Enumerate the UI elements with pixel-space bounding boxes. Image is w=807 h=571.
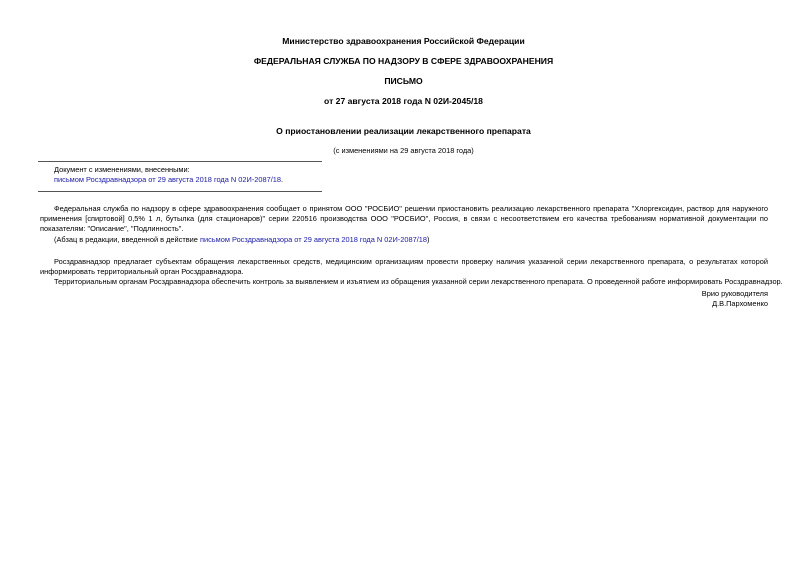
changes-box-bottom-rule xyxy=(38,191,322,192)
changes-box-line xyxy=(54,175,283,185)
signature-position: Врио руководителя xyxy=(701,289,768,298)
ministry-heading: Министерство здравоохранения Российской Федерации xyxy=(282,36,525,46)
amendment-note-prefix: (Абзац в редакции, введенной в действие xyxy=(54,235,200,244)
changes-box-link-suffix: . xyxy=(281,175,284,184)
amending-letter-link[interactable]: письмом Росздравнадзора от 29 августа 2018 года N 02И-2087/18 xyxy=(54,175,282,184)
document-date-number: от 27 августа 2018 года N 02И-2045/18 xyxy=(324,96,483,106)
service-heading: ФЕДЕРАЛЬНАЯ СЛУЖБА ПО НАДЗОРУ В СФЕРЕ ЗДРАВООХРАНЕНИЯ xyxy=(253,56,554,66)
body-paragraph-2: Росздравнадзор предлагает субъектам обращения лекарственных средств, медицинским организациям провести проверку наличия указанной серии лекарственного препарата, о результатах которой информировать территориальный орган Росздравнадзора. xyxy=(40,257,768,277)
document-title: О приостановлении реализации лекарственного препарата xyxy=(276,126,531,136)
body-paragraph-1: Федеральная служба по надзору в сфере здравоохранения сообщает о принятом ООО "РОСБИО" решении приостановить реализацию лекарственного препарата "Хлоргексидин, раствор для наружного применения [спиртовой] 0,5% 1 л, бутылка (для стационаров)" серии 220516 производства ООО "РОСБИО", Россия, в связи с несоответствием его качества требованиям нормативной документации по показателям: "Описание", "Подлинность". xyxy=(40,204,768,234)
document-type: ПИСЬМО xyxy=(384,76,423,86)
changes-box-top-rule xyxy=(38,161,322,162)
changes-box-label: Документ с изменениями, внесенными: xyxy=(54,165,190,174)
amendment-note-suffix: ) xyxy=(426,235,430,244)
revision-note: (с изменениями на 29 августа 2018 года) xyxy=(333,146,474,155)
amendment-note xyxy=(54,235,429,245)
body-paragraph-3: Территориальным органам Росздравнадзора обеспечить контроль за выявлением и изъятием из обращения указанной серии лекарственного препарата. О проведенной работе информировать Росздравнадзор. xyxy=(54,277,783,286)
amendment-letter-link[interactable]: письмом Росздравнадзора от 29 августа 2018 года N 02И-2087/18 xyxy=(199,235,427,244)
signature-name: Д.В.Пархоменко xyxy=(712,299,768,308)
